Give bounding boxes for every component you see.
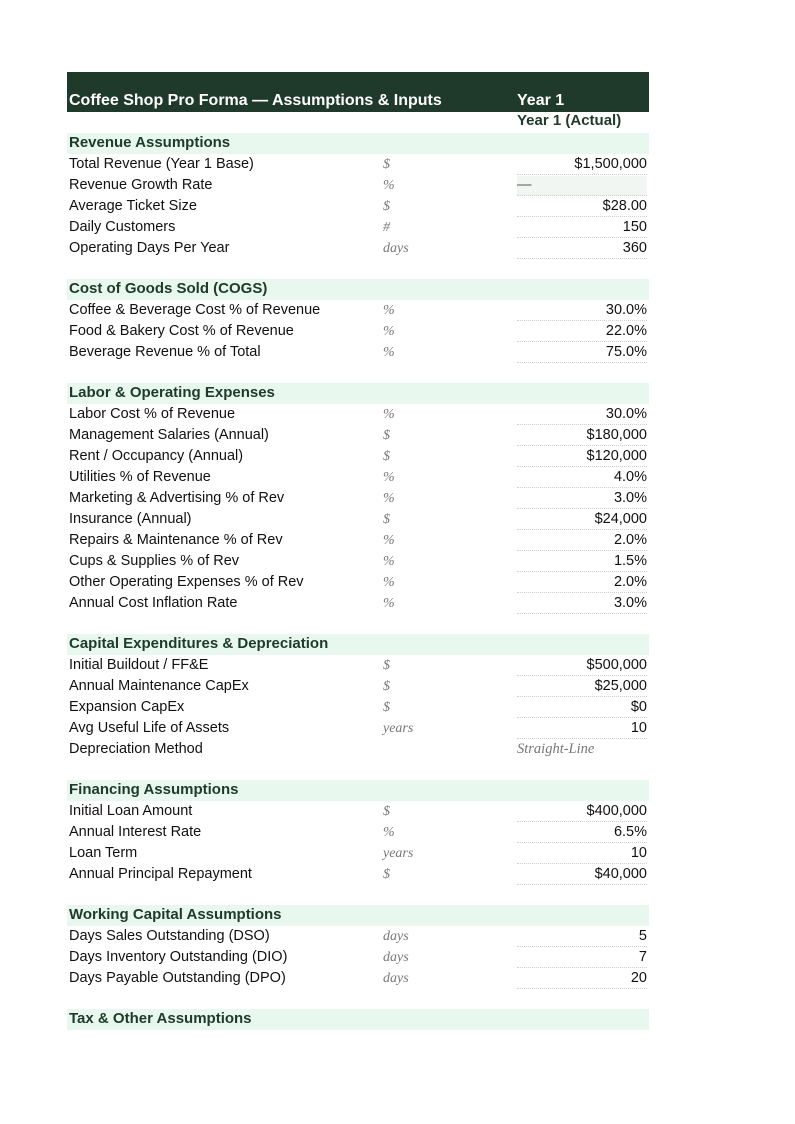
table-row	[67, 530, 649, 551]
section-header	[67, 1009, 649, 1030]
row-unit: days	[383, 241, 409, 256]
table-row	[67, 968, 649, 989]
row-label: Annual Principal Repayment	[69, 866, 252, 882]
row-label: Total Revenue (Year 1 Base)	[69, 156, 254, 172]
row-unit: %	[383, 324, 395, 339]
table-row	[67, 488, 649, 509]
row-unit: years	[383, 846, 414, 861]
table-row	[67, 593, 649, 614]
row-label: Labor Cost % of Revenue	[69, 406, 236, 422]
row-label: Annual Cost Inflation Rate	[69, 595, 238, 611]
row-value-cell[interactable]: 6.5%	[517, 823, 647, 843]
row-label: Beverage Revenue % of Total	[69, 344, 261, 360]
row-unit: $	[383, 867, 390, 882]
table-row	[67, 217, 649, 238]
table-row	[67, 509, 649, 530]
row-unit: days	[383, 971, 409, 986]
sections-container	[67, 133, 649, 1030]
title-bar	[67, 72, 649, 112]
row-value-cell[interactable]: —	[517, 176, 647, 196]
row-unit: $	[383, 428, 390, 443]
row-unit: %	[383, 178, 395, 193]
table-row	[67, 425, 649, 446]
row-value-cell[interactable]: $500,000	[517, 656, 647, 676]
row-value-cell[interactable]: 5	[517, 927, 647, 947]
section-header	[67, 133, 649, 154]
page-title: Coffee Shop Pro Forma — Assumptions & Inputs	[69, 92, 442, 109]
section-header	[67, 905, 649, 926]
section-heading: Tax & Other Assumptions	[69, 1010, 252, 1027]
row-value-cell[interactable]: $1,500,000	[517, 155, 647, 175]
table-row	[67, 342, 649, 363]
row-value-cell[interactable]: 7	[517, 948, 647, 968]
table-row	[67, 822, 649, 843]
table-row	[67, 676, 649, 697]
row-value-cell[interactable]: 30.0%	[517, 301, 647, 321]
row-label: Operating Days Per Year	[69, 240, 230, 256]
row-unit: %	[383, 596, 395, 611]
table-row	[67, 238, 649, 259]
section-spacer	[67, 760, 649, 780]
row-value-cell[interactable]: 3.0%	[517, 489, 647, 509]
row-label: Avg Useful Life of Assets	[69, 720, 230, 736]
row-unit: days	[383, 950, 409, 965]
row-unit: $	[383, 804, 390, 819]
row-label: Rent / Occupancy (Annual)	[69, 448, 244, 464]
row-unit: $	[383, 449, 390, 464]
section-header	[67, 383, 649, 404]
table-row	[67, 300, 649, 321]
row-value-cell[interactable]: $25,000	[517, 677, 647, 697]
table-row	[67, 572, 649, 593]
table-row	[67, 446, 649, 467]
row-unit: #	[383, 220, 390, 235]
row-label: Marketing & Advertising % of Rev	[69, 490, 285, 506]
row-value-cell[interactable]: $24,000	[517, 510, 647, 530]
table-row	[67, 801, 649, 822]
row-value-cell[interactable]: 30.0%	[517, 405, 647, 425]
table-row	[67, 655, 649, 676]
section-heading: Revenue Assumptions	[69, 134, 231, 151]
row-label: Utilities % of Revenue	[69, 469, 211, 485]
row-label: Annual Interest Rate	[69, 824, 202, 840]
row-label: Loan Term	[69, 845, 138, 861]
row-unit: $	[383, 512, 390, 527]
table-row	[67, 321, 649, 342]
row-unit: %	[383, 533, 395, 548]
section-heading: Cost of Goods Sold (COGS)	[69, 280, 268, 297]
row-value-cell[interactable]: $40,000	[517, 865, 647, 885]
table-row	[67, 947, 649, 968]
row-unit: $	[383, 679, 390, 694]
row-unit: %	[383, 345, 395, 360]
table-row	[67, 467, 649, 488]
row-value-cell[interactable]: $120,000	[517, 447, 647, 467]
column-header	[67, 112, 649, 133]
section-header	[67, 780, 649, 801]
row-value-cell[interactable]: 10	[517, 719, 647, 739]
row-value-cell[interactable]: $28.00	[517, 197, 647, 217]
row-value-cell[interactable]: 3.0%	[517, 594, 647, 614]
row-label: Coffee & Beverage Cost % of Revenue	[69, 302, 321, 318]
title-year: Year 1	[517, 92, 565, 109]
row-label: Average Ticket Size	[69, 198, 197, 214]
row-unit: %	[383, 491, 395, 506]
row-label: Annual Maintenance CapEx	[69, 678, 249, 694]
row-value-cell[interactable]: 20	[517, 969, 647, 989]
row-value-cell[interactable]: $180,000	[517, 426, 647, 446]
row-unit: %	[383, 575, 395, 590]
table-row	[67, 196, 649, 217]
row-label: Initial Loan Amount	[69, 803, 193, 819]
row-label: Depreciation Method	[69, 741, 203, 757]
row-unit: %	[383, 303, 395, 318]
row-value-cell[interactable]: 10	[517, 844, 647, 864]
table-row	[67, 926, 649, 947]
row-unit: $	[383, 700, 390, 715]
row-value-cell[interactable]: $0	[517, 698, 647, 718]
table-row	[67, 175, 649, 196]
section-header	[67, 634, 649, 655]
row-unit: %	[383, 407, 395, 422]
row-value-cell[interactable]: 4.0%	[517, 468, 647, 488]
table-row	[67, 843, 649, 864]
section-spacer	[67, 885, 649, 905]
section-spacer	[67, 614, 649, 634]
row-value-cell[interactable]: 2.0%	[517, 531, 647, 551]
row-value-cell[interactable]: $400,000	[517, 802, 647, 822]
row-value-cell[interactable]: 22.0%	[517, 322, 647, 342]
row-label: Days Payable Outstanding (DPO)	[69, 970, 286, 986]
row-value-cell[interactable]: 150	[517, 218, 647, 238]
row-unit: years	[383, 721, 414, 736]
section-header	[67, 279, 649, 300]
row-unit: $	[383, 199, 390, 214]
row-label: Initial Buildout / FF&E	[69, 657, 209, 673]
section-spacer	[67, 259, 649, 279]
row-value-cell[interactable]: Straight-Line	[517, 741, 595, 757]
section-heading: Working Capital Assumptions	[69, 906, 282, 923]
row-unit: $	[383, 157, 390, 172]
table-row	[67, 697, 649, 718]
table-row	[67, 154, 649, 175]
table-row	[67, 404, 649, 425]
row-label: Repairs & Maintenance % of Rev	[69, 532, 283, 548]
row-unit: %	[383, 470, 395, 485]
row-value-cell[interactable]: 1.5%	[517, 552, 647, 572]
row-unit: %	[383, 554, 395, 569]
row-value-cell[interactable]: 75.0%	[517, 343, 647, 363]
table-row	[67, 718, 649, 739]
row-label: Days Inventory Outstanding (DIO)	[69, 949, 288, 965]
row-label: Daily Customers	[69, 219, 176, 235]
section-heading: Labor & Operating Expenses	[69, 384, 275, 401]
row-label: Days Sales Outstanding (DSO)	[69, 928, 270, 944]
row-value-cell[interactable]: 2.0%	[517, 573, 647, 593]
row-label: Revenue Growth Rate	[69, 177, 213, 193]
table-row	[67, 739, 649, 760]
row-label: Other Operating Expenses % of Rev	[69, 574, 304, 590]
section-heading: Financing Assumptions	[69, 781, 239, 798]
row-unit: %	[383, 825, 395, 840]
row-label: Expansion CapEx	[69, 699, 185, 715]
row-label: Insurance (Annual)	[69, 511, 192, 527]
table-row	[67, 551, 649, 572]
section-heading: Capital Expenditures & Depreciation	[69, 635, 329, 652]
row-unit: days	[383, 929, 409, 944]
row-label: Management Salaries (Annual)	[69, 427, 269, 443]
row-label: Cups & Supplies % of Rev	[69, 553, 240, 569]
section-spacer	[67, 363, 649, 383]
row-label: Food & Bakery Cost % of Revenue	[69, 323, 294, 339]
column-header-year: Year 1 (Actual)	[517, 112, 622, 129]
section-spacer	[67, 989, 649, 1009]
row-value-cell[interactable]: 360	[517, 239, 647, 259]
table-row	[67, 864, 649, 885]
row-unit: $	[383, 658, 390, 673]
assumptions-sheet	[67, 72, 649, 1030]
